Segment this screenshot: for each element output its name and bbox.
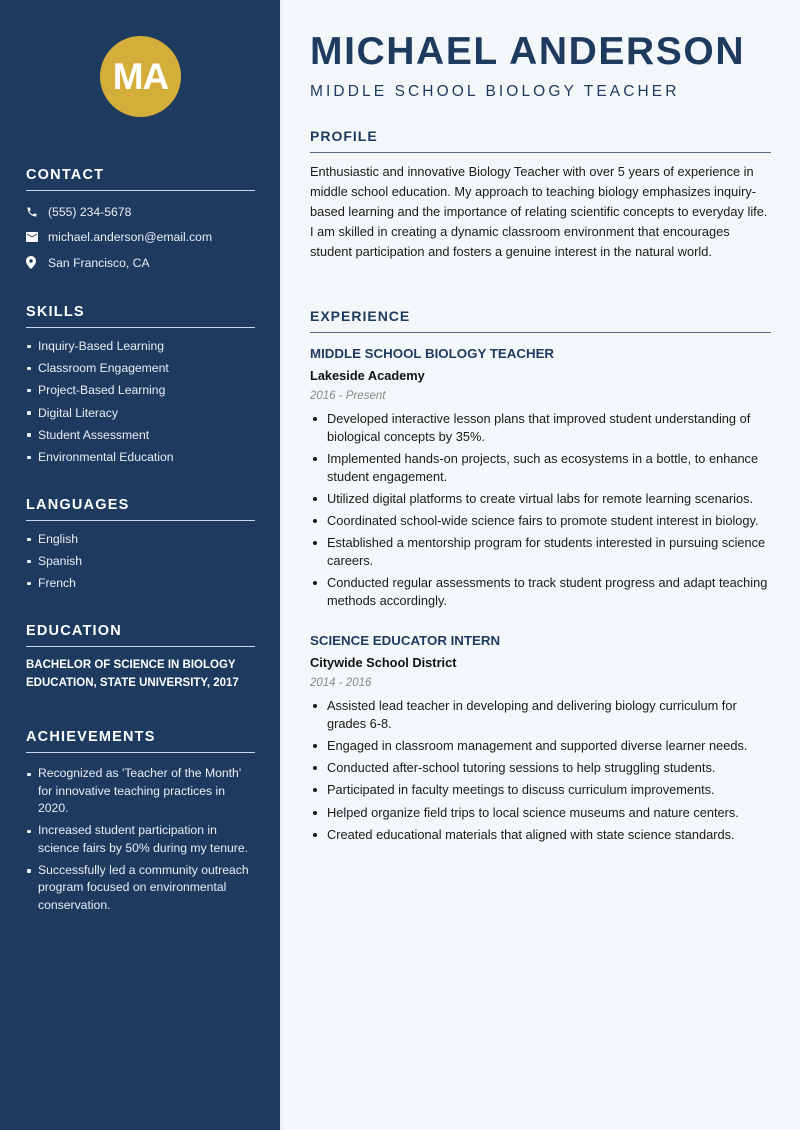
profile-heading: PROFILE: [310, 128, 771, 153]
job-entry: [310, 633, 771, 848]
job-title: MIDDLE SCHOOL BIOLOGY TEACHER: [310, 346, 555, 361]
skill-item: Inquiry-Based Learning: [26, 335, 255, 357]
job-bullet: Assisted lead teacher in developing and delivering biology curriculum for grades 6-8.: [310, 697, 771, 733]
job-dates: 2016 - Present: [310, 390, 386, 402]
job-organization: Lakeside Academy: [310, 368, 425, 383]
skill-item: Environmental Education: [26, 446, 255, 468]
language-item: English: [26, 528, 255, 550]
candidate-role: MIDDLE SCHOOL BIOLOGY TEACHER: [310, 83, 680, 100]
job-bullet: Participated in faculty meetings to discuss curriculum improvements.: [310, 781, 771, 799]
experience-heading: EXPERIENCE: [310, 308, 771, 333]
achievement-item: Increased student participation in science fairs by 50% during my tenure.: [26, 822, 255, 857]
skill-item: Student Assessment: [26, 424, 255, 446]
profile-section: [310, 128, 771, 262]
achievements-section: [26, 729, 255, 919]
job-bullet: Engaged in classroom management and supported diverse learner needs.: [310, 737, 771, 755]
job-bullets: [310, 410, 771, 610]
experience-section: [310, 308, 771, 333]
job-bullet: Created educational materials that aligned with state science standards.: [310, 826, 771, 844]
achievement-item: Successfully led a community outreach program focused on environmental conservation.: [26, 862, 255, 915]
contact-heading: CONTACT: [26, 167, 255, 191]
achievements-list: [26, 765, 255, 914]
job-bullet: Implemented hands-on projects, such as ecosystems in a bottle, to enhance student engagement.: [310, 450, 771, 486]
email-icon: [26, 232, 48, 242]
achievements-heading: ACHIEVEMENTS: [26, 729, 255, 753]
education-section: [26, 623, 255, 692]
location-pin-icon: [26, 256, 48, 269]
job-bullet: Conducted regular assessments to track student progress and adapt teaching methods accordingly.: [310, 574, 771, 610]
languages-heading: LANGUAGES: [26, 497, 255, 521]
job-bullet: Utilized digital platforms to create virtual labs for remote learning scenarios.: [310, 490, 771, 508]
job-entry: [310, 346, 771, 614]
achievement-item: Recognized as 'Teacher of the Month' for innovative teaching practices in 2020.: [26, 765, 255, 818]
skill-item: Project-Based Learning: [26, 379, 255, 401]
location-text: San Francisco, CA: [48, 255, 150, 270]
skill-item: Classroom Engagement: [26, 357, 255, 379]
job-bullet: Helped organize field trips to local science museums and nature centers.: [310, 804, 771, 822]
email-text[interactable]: michael.anderson@email.com: [48, 230, 213, 245]
contact-location: [26, 250, 255, 276]
candidate-name: MICHAEL ANDERSON: [310, 30, 746, 73]
job-bullet: Coordinated school-wide science fairs to promote student interest in biology.: [310, 512, 771, 530]
skills-section: [26, 304, 255, 468]
contact-phone: [26, 199, 255, 225]
phone-icon: [26, 206, 48, 218]
job-bullet: Established a mentorship program for students interested in pursuing science careers.: [310, 534, 771, 570]
language-item: Spanish: [26, 550, 255, 572]
job-organization: Citywide School District: [310, 655, 457, 670]
job-dates: 2014 - 2016: [310, 677, 372, 689]
job-bullet: Conducted after-school tutoring sessions to help struggling students.: [310, 759, 771, 777]
education-heading: EDUCATION: [26, 623, 255, 647]
skill-item: Digital Literacy: [26, 402, 255, 424]
skills-heading: SKILLS: [26, 304, 255, 328]
job-bullet: Developed interactive lesson plans that improved student understanding of biological concepts by 35%.: [310, 410, 771, 446]
education-degree: BACHELOR OF SCIENCE IN BIOLOGY EDUCATION, STATE UNIVERSITY, 2017: [26, 659, 239, 689]
contact-section: [26, 167, 255, 276]
languages-list: [26, 528, 255, 595]
language-item: French: [26, 572, 255, 594]
job-title: SCIENCE EDUCATOR INTERN: [310, 633, 501, 648]
contact-email: [26, 225, 255, 251]
profile-text: Enthusiastic and innovative Biology Teacher with over 5 years of experience in middle school education. My approach to teaching biology emphasizes inquiry-based learning and the importance of relating scientific concepts to everyday life. I am skilled in creating a dynamic classroom environment that encourages student participation and fosters a genuine interest in the natural world.: [310, 164, 768, 259]
avatar: MA: [100, 36, 181, 117]
phone-text[interactable]: (555) 234-5678: [48, 204, 132, 219]
job-bullets: [310, 697, 771, 844]
sidebar: [0, 0, 280, 1130]
languages-section: [26, 497, 255, 595]
skills-list: [26, 335, 255, 468]
